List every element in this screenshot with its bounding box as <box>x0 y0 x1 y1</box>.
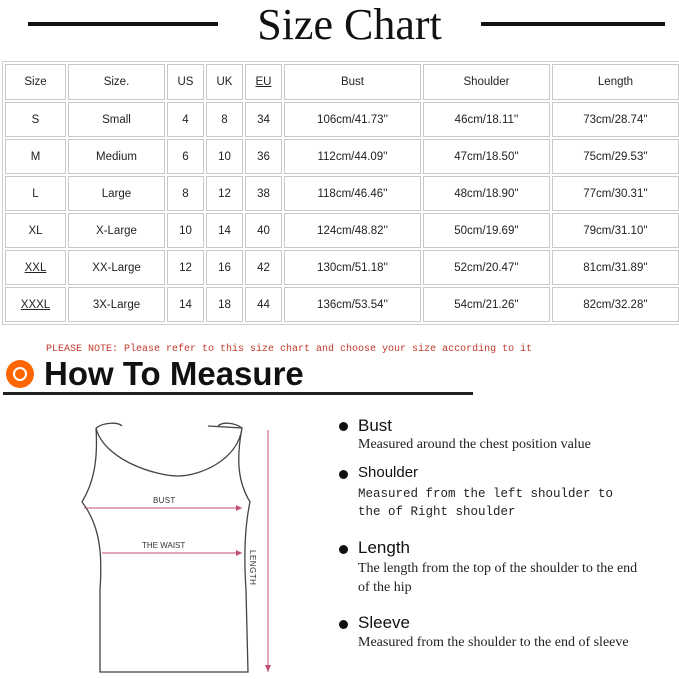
cell-shoulder: 54cm/21.26'' <box>423 287 550 322</box>
cell-size <box>5 250 66 285</box>
cell-eu: 36 <box>245 139 282 174</box>
header-cell-length: Length <box>552 64 679 100</box>
cell-bust: 130cm/51.18'' <box>284 250 421 285</box>
header-cell-uk: UK <box>206 64 243 100</box>
size-chart-table <box>2 61 679 325</box>
page-title: Size Chart <box>257 0 442 49</box>
cell-us: 6 <box>167 139 204 174</box>
measure-desc: Measured from the shoulder to the end of sleeve <box>358 635 629 650</box>
title-rule-left <box>28 22 218 26</box>
cell-uk: 10 <box>206 139 243 174</box>
header-cell-size-name: Size. <box>68 64 165 100</box>
cell-size-text: XXXL <box>20 298 51 311</box>
target-circle-icon <box>6 360 34 388</box>
bullet-dot-icon <box>339 620 348 629</box>
cell-length: 73cm/28.74'' <box>552 102 679 137</box>
cell-shoulder: 46cm/18.11'' <box>423 102 550 137</box>
cell-bust: 136cm/53.54'' <box>284 287 421 322</box>
bullet-dot-icon <box>339 422 348 431</box>
cell-uk: 18 <box>206 287 243 322</box>
cell-uk: 8 <box>206 102 243 137</box>
header-eu-text: EU <box>255 76 272 88</box>
bullet-dot-icon <box>339 470 348 479</box>
cell-shoulder: 48cm/18.90'' <box>423 176 550 211</box>
cell-size-text: XXL <box>24 261 47 274</box>
waist-arrow-head <box>236 550 242 556</box>
cell-eu: 34 <box>245 102 282 137</box>
cell-eu: 44 <box>245 287 282 322</box>
cell-size-name: 3X-Large <box>68 287 165 322</box>
bust-label: BUST <box>153 496 176 505</box>
cell-size <box>5 287 66 322</box>
cell-size-name: Small <box>68 102 165 137</box>
table-header-row <box>5 64 679 100</box>
cell-length: 79cm/31.10'' <box>552 213 679 248</box>
cell-size-name: X-Large <box>68 213 165 248</box>
cell-eu: 42 <box>245 250 282 285</box>
measure-desc: The length from the top of the shoulder to the end of the hip <box>358 561 638 595</box>
cell-bust: 124cm/48.82'' <box>284 213 421 248</box>
measure-item-sleeve <box>336 613 636 673</box>
header-cell-us: US <box>167 64 204 100</box>
cell-shoulder: 50cm/19.69'' <box>423 213 550 248</box>
cell-shoulder: 52cm/20.47'' <box>423 250 550 285</box>
how-to-measure-title: How To Measure <box>44 355 304 392</box>
cell-us: 14 <box>167 287 204 322</box>
cell-us: 8 <box>167 176 204 211</box>
cell-us: 10 <box>167 213 204 248</box>
cell-size: L <box>5 176 66 211</box>
cell-length: 77cm/30.31'' <box>552 176 679 211</box>
left-strap <box>96 423 122 428</box>
title-rule-right <box>481 22 665 26</box>
table-row <box>5 213 679 248</box>
cell-bust: 118cm/46.46'' <box>284 176 421 211</box>
measure-title: Length <box>358 538 410 557</box>
cell-uk: 12 <box>206 176 243 211</box>
header-cell-shoulder: Shoulder <box>423 64 550 100</box>
measure-title: Bust <box>358 416 393 435</box>
waist-label: THE WAIST <box>142 541 186 550</box>
table-row <box>5 176 679 211</box>
cell-size-name: XX-Large <box>68 250 165 285</box>
measure-title: Shoulder <box>358 464 419 481</box>
cell-shoulder: 47cm/18.50'' <box>423 139 550 174</box>
table-row <box>5 250 679 285</box>
table-row <box>5 102 679 137</box>
cell-size-name: Large <box>68 176 165 211</box>
tank-top-diagram <box>60 410 305 679</box>
cell-us: 12 <box>167 250 204 285</box>
how-to-measure-underline <box>3 392 473 395</box>
header-cell-eu <box>245 64 282 100</box>
cell-size: M <box>5 139 66 174</box>
measure-desc: Measured around the chest position value <box>358 437 591 452</box>
length-label: LENGTH <box>248 550 257 586</box>
bust-arrow-head <box>236 505 242 511</box>
measure-title: Sleeve <box>358 613 410 632</box>
header-cell-bust: Bust <box>284 64 421 100</box>
cell-size: XL <box>5 213 66 248</box>
cell-size: S <box>5 102 66 137</box>
cell-eu: 40 <box>245 213 282 248</box>
cell-bust: 112cm/44.09'' <box>284 139 421 174</box>
table-row <box>5 287 679 322</box>
cell-size-name: Medium <box>68 139 165 174</box>
cell-uk: 16 <box>206 250 243 285</box>
cell-length: 82cm/32.28'' <box>552 287 679 322</box>
cell-eu: 38 <box>245 176 282 211</box>
title-row <box>0 0 679 52</box>
cell-length: 81cm/31.89'' <box>552 250 679 285</box>
table-row <box>5 139 679 174</box>
cell-us: 4 <box>167 102 204 137</box>
cell-uk: 14 <box>206 213 243 248</box>
size-note: PLEASE NOTE: Please refer to this size chart and choose your size according to it <box>46 344 533 355</box>
length-arrow-head <box>265 665 271 672</box>
bullet-dot-icon <box>339 545 348 554</box>
cell-length: 75cm/29.53'' <box>552 139 679 174</box>
measure-item-length <box>336 538 636 598</box>
header-cell-size: Size <box>5 64 66 100</box>
measure-desc: Measured from the left shoulder to the of Right shoulder <box>358 487 614 519</box>
measure-item-bust <box>336 416 636 456</box>
measure-item-shoulder <box>336 464 636 524</box>
cell-bust: 106cm/41.73'' <box>284 102 421 137</box>
